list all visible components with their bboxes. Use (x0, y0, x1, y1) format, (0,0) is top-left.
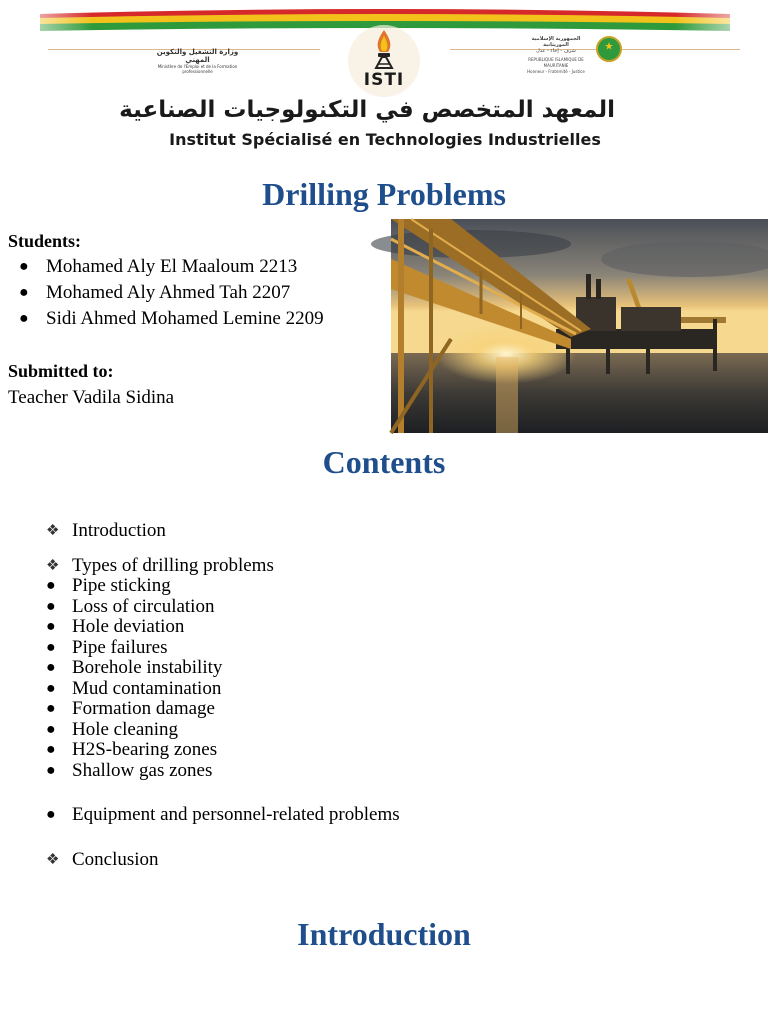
contents-item: Introduction (72, 520, 166, 541)
teacher-name: Teacher Vadila Sidina (8, 387, 175, 408)
bullet-icon: ● (46, 659, 56, 676)
list-item (46, 554, 400, 577)
bullet-icon: ● (19, 284, 29, 301)
bullet-icon: ● (19, 258, 29, 275)
contents-item: Borehole instability (72, 657, 223, 678)
bullet-icon: ● (46, 679, 56, 697)
bullet-icon: ● (46, 720, 56, 738)
contents-item: Types of drilling problems (72, 554, 274, 576)
student-name: Mohamed Aly El Maaloum 2213 (46, 256, 298, 277)
ministry-french: Ministère de l'Emploi et de la Formation professionnelle (157, 64, 238, 74)
motto-arabic: شرف - إخاء - عدل (536, 48, 576, 54)
bullet-icon: ● (46, 638, 56, 656)
diamond-bullet-icon: ❖ (46, 557, 60, 574)
submitted-label: Submitted to: (8, 361, 114, 381)
list-item (46, 657, 400, 679)
introduction-heading: Introduction (297, 916, 471, 952)
list-item (46, 575, 400, 597)
list-item (46, 520, 400, 542)
institute-header (0, 0, 768, 160)
ministry-arabic: وزارة التشغيل والتكوين المهني (156, 48, 239, 64)
contents-item: Loss of circulation (72, 595, 215, 617)
document-title: Drilling Problems (262, 176, 506, 212)
list-item (46, 804, 400, 826)
header-rule-right (450, 49, 740, 50)
contents-item: Conclusion (72, 848, 159, 870)
list-item (19, 280, 324, 306)
motto-french: Honneur - Fraternité - Justice (527, 69, 585, 74)
contents-item: Hole deviation (72, 616, 185, 637)
offshore-rig-photo (391, 219, 768, 433)
contents-item: H2S-bearing zones (72, 739, 218, 760)
bullet-icon: ● (46, 700, 56, 717)
bullet-icon: ● (46, 577, 56, 594)
list-item (46, 739, 400, 761)
list-item (46, 616, 400, 638)
republic-label (520, 36, 592, 75)
contents-item: Equipment and personnel-related problems (72, 804, 400, 825)
contents-heading: Contents (322, 444, 446, 480)
student-name: Sidi Ahmed Mohamed Lemine 2209 (46, 308, 324, 329)
institute-name-arabic: المعهد المتخصص في التكنولوجيات الصناعية (119, 97, 615, 123)
list-item (19, 254, 324, 280)
list-item (46, 595, 400, 618)
bullet-icon: ● (46, 597, 56, 615)
republic-french: REPUBLIQUE ISLAMIQUE DE MAURITANIE (528, 57, 584, 68)
bullet-icon: ● (46, 761, 56, 779)
bullet-icon: ● (46, 806, 56, 823)
diamond-bullet-icon: ❖ (46, 523, 60, 539)
bullet-icon: ● (46, 618, 56, 635)
list-item (46, 848, 400, 870)
contents-item: Formation damage (72, 698, 215, 719)
students-list (19, 254, 324, 332)
contents-item: Mud contamination (72, 677, 222, 699)
students-label: Students: (8, 231, 82, 251)
contents-item: Pipe failures (72, 636, 168, 658)
student-name: Mohamed Aly Ahmed Tah 2207 (46, 282, 291, 303)
isti-logo-text: ISTI (363, 70, 405, 90)
contents-item: Hole cleaning (72, 718, 179, 740)
republic-arabic: الجمهورية الإسلامية الموريتانية (531, 36, 581, 48)
list-item (19, 306, 324, 332)
contents-item: Pipe sticking (72, 575, 171, 596)
list-item (46, 718, 400, 741)
diamond-bullet-icon: ❖ (46, 851, 60, 868)
list-item (46, 698, 400, 720)
mauritania-emblem-icon (596, 36, 622, 62)
bullet-icon: ● (19, 310, 29, 327)
bullet-icon: ● (46, 741, 56, 758)
institute-name-french: Institut Spécialisé en Technologies Industrielles (169, 130, 601, 149)
list-item (46, 677, 400, 700)
list-item (46, 636, 400, 659)
contents-item: Shallow gas zones (72, 759, 213, 781)
contents-list (46, 520, 400, 870)
ministry-label (150, 48, 245, 74)
list-item (46, 759, 400, 782)
